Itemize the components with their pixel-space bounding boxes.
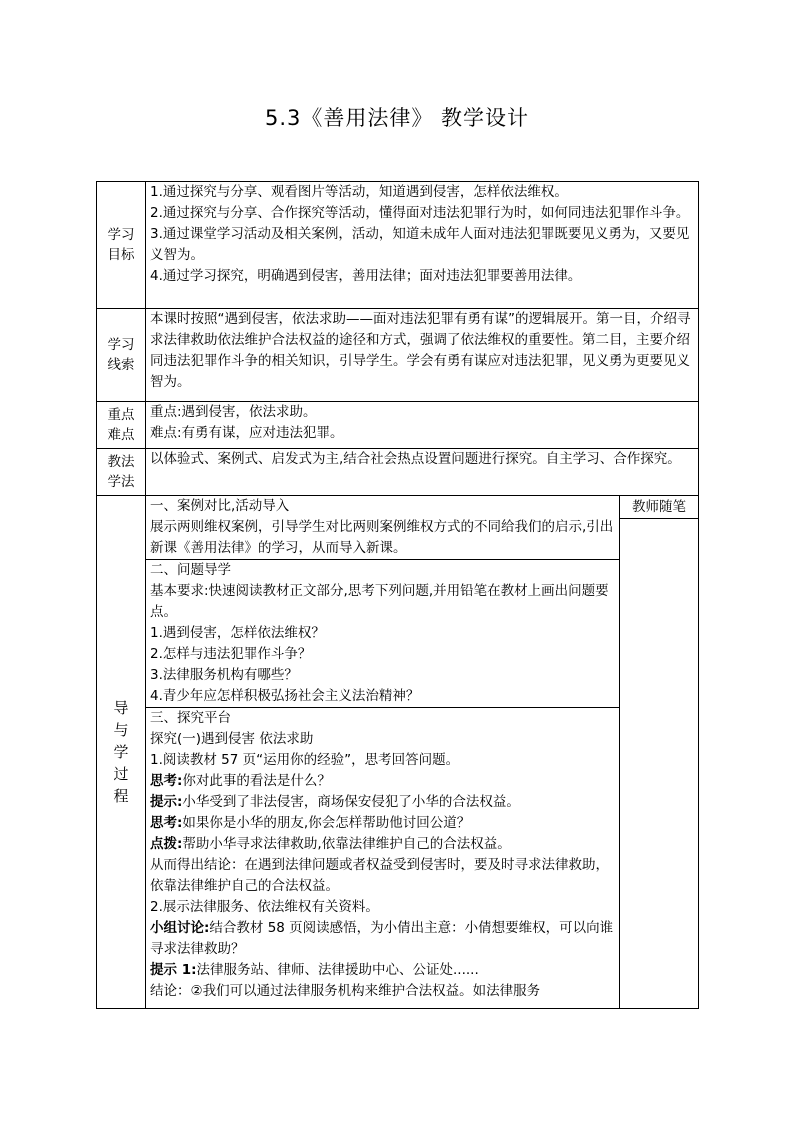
teacher-notes-column	[620, 496, 699, 1009]
section-heading: 三、探究平台	[150, 710, 231, 726]
lesson-plan-table	[96, 181, 699, 1009]
page-title: 5.3《善用法律》 教学设计	[264, 106, 530, 130]
section-intro: 一、案例对比,活动导入 展示两则维权案例，引导学生对比两则案例维权方式的不同给我们的启示,引出新课《善用法律》的学习，从而导入新课。	[150, 498, 614, 556]
methods-label: 教法 学法	[97, 449, 146, 496]
objectives-row	[97, 182, 699, 309]
section-heading: 一、案例对比,活动导入	[150, 498, 290, 514]
objective-item: 1.通过探究与分享、观看图片等活动，知道遇到侵害，怎样依法维权。	[150, 184, 568, 200]
objectives-content	[146, 182, 699, 309]
question-item: 3.法律服务机构有哪些？	[150, 667, 298, 683]
keypoints-label: 重点 难点	[97, 402, 146, 449]
explore-subheading: 探究(一)遇到侵害 依法求助	[150, 731, 314, 747]
focus-text: 重点:遇到侵害，依法求助。	[150, 404, 317, 420]
objective-item: 2.通过探究与分享、合作探究等活动，懂得面对违法犯罪行为时，如何同违法犯罪作斗争。	[150, 205, 690, 221]
teacher-notes-header: 教师随笔	[620, 496, 698, 519]
section-guide: 二、问题导学 基本要求:快速阅读教材正文部分,思考下列问题,并用铅笔在教材上画出问题要点。 1.遇到侵害，怎样依法维权？ 2.怎样与违法犯罪作斗争？ 3.法律服务机构有哪些？ 4.青少年应怎样积极弘扬社会主义法治精神？	[146, 559, 619, 707]
process-label: 导 与 学 过 程	[97, 496, 146, 1009]
clue-label: 学习 线索	[97, 309, 146, 402]
clue-content: 本课时按照“遇到侵害，依法求助——面对违法犯罪有勇有谋”的逻辑展开。第一目，介绍寻求法律救助依法维护合法权益的途径和方式，强调了依法维权的重要性。第二目，主要介绍同违法犯罪作斗争的相关知识，引导学生。学会有勇有谋应对违法犯罪，见义勇为更要见义智为。	[146, 309, 699, 402]
objectives-label: 学习 目标	[97, 182, 146, 309]
process-row	[97, 496, 699, 1009]
process-content	[146, 496, 620, 1009]
section-heading: 二、问题导学	[150, 562, 231, 578]
objective-item: 3.通过课堂学习活动及相关案例，活动，知道未成年人面对违法犯罪既要见义勇为，又要见义智为。	[150, 226, 690, 263]
methods-content: 以体验式、案例式、启发式为主,结合社会热点设置问题进行探究。自主学习、合作探究。	[146, 449, 699, 496]
section-explore: 三、探究平台 探究(一)遇到侵害 依法求助 1.阅读教材 57 页“运用你的经验”，思考回答问题。 思考:你对此事的看法是什么？ 提示:小华受到了非法侵害，商场保安侵犯了小华的合法权益。 思考:如果你是小华的朋友,你会怎样帮助他讨回公道？ 点拨:帮助小华寻求法律救助,依靠法律维护自己的合法权益。 从而得出结论：在遇到法律问题或者权益受到侵害时，要及时寻求法律救助，依靠法律维护自己的合法权益。 2.展示法律服务、依法维权有关资料。 小组讨论:结合教材 58 页阅读感悟，为小倩出主意：小倩想要维权，可以向谁寻求法律救助？ 提示 1:法律服务站、律师、法律援助中心、公证处...... 结论：②我们可以通过法律服务机构来维护合法权益。如法律服务	[146, 707, 619, 1002]
difficulty-text: 难点:有勇有谋，应对违法犯罪。	[150, 425, 344, 441]
objective-item: 4.通过学习探究，明确遇到侵害，善用法律；面对违法犯罪要善用法律。	[150, 268, 582, 284]
keypoints-content	[146, 402, 699, 449]
question-item: 2.怎样与违法犯罪作斗争？	[150, 646, 312, 662]
question-item: 1.遇到侵害，怎样依法维权？	[150, 625, 325, 641]
clue-row	[97, 309, 699, 402]
question-item: 4.青少年应怎样积极弘扬社会主义法治精神？	[150, 688, 420, 704]
keypoints-row	[97, 402, 699, 449]
methods-row	[97, 449, 699, 496]
